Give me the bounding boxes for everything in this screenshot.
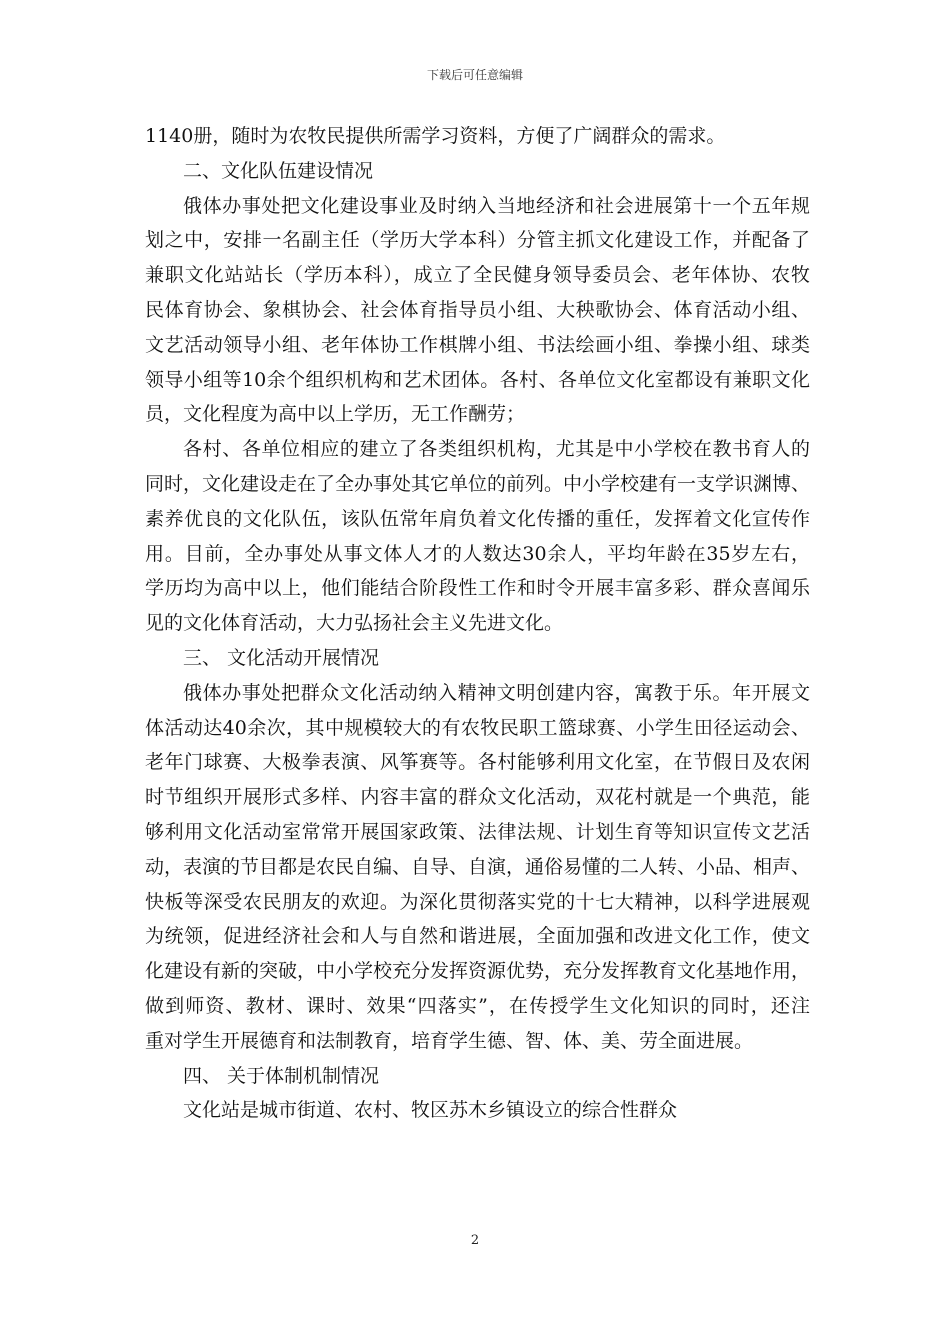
page-number: 2 [470,1233,480,1248]
text-line: 民体育协会、象棋协会、社会体育指导员小组、大秧歌协会、体育活动小组、 [145,298,810,321]
text-line: 化建设有新的突破，中小学校充分发挥资源优势，充分发挥教育文化基地作用， [145,960,811,983]
text-line: 四、 关于体制机制情况 [183,1064,380,1087]
text-line: 文化站是城市街道、农村、牧区苏木乡镇设立的综合性群众 [183,1099,678,1122]
text-line: 见的文化体育活动，大力弘扬社会主义先进文化。 [145,612,564,635]
text-line: 动，表演的节目都是农民自编、自导、自演，通俗易懂的二人转、小品、相声、 [145,855,811,878]
text-line: 1140册，随时为农牧民提供所需学习资料，方便了广阔群众的需求。 [145,125,726,147]
text-line: 素养优良的文化队伍，该队伍常年肩负着文化传播的重任，发挥着文化宣传作 [145,507,810,530]
text-line: 老年门球赛、大极拳表演、风筝赛等。各村能够利用文化室，在节假日及农闲 [145,751,810,774]
page-header: 下载后可任意编辑 [426,68,523,82]
text-line: 各村、各单位相应的建立了各类组织机构，尤其是中小学校在教书育人的 [183,438,810,461]
text-line: 学历均为高中以上，他们能结合阶段性工作和时令开展丰富多彩、群众喜闻乐 [145,577,810,600]
text-line: 够利用文化活动室常常开展国家政策、法律法规、计划生育等知识宣传文艺活 [145,820,810,843]
text-line: 领导小组等10余个组织机构和艺术团体。各村、各单位文化室都设有兼职文化 [145,368,810,391]
text-line: 时节组织开展形式多样、内容丰富的群众文化活动，双花村就是一个典范，能 [145,786,810,809]
text-line: 体活动达40余次，其中规模较大的有农牧民职工篮球赛、小学生田径运动会、 [145,716,810,739]
text-line: 兼职文化站站长（学历本科），成立了全民健身领导委员会、老年体协、农牧 [145,264,810,287]
body-text [145,119,810,1128]
text-line: 为统领，促进经济社会和人与自然和谐进展，全面加强和改进文化工作，使文 [145,925,810,948]
text-line: 俄体办事处把文化建设事业及时纳入当地经济和社会进展第十一个五年规 [183,194,810,217]
text-line: 三、 文化活动开展情况 [183,646,380,669]
text-line: 做到师资、教材、课时、效果“四落实”，在传授学生文化知识的同时，还注 [145,994,810,1017]
text-line: 重对学生开展德育和法制教育，培育学生德、智、体、美、劳全面进展。 [145,1029,754,1052]
text-line: 用。目前，全办事处从事文体人才的人数达30余人，平均年龄在35岁左右， [145,542,810,565]
text-line: 员，文化程度为高中以上学历，无工作酬劳； [145,403,526,426]
text-line: 二、文化队伍建设情况 [183,159,374,182]
text-line: 俄体办事处把群众文化活动纳入精神文明创建内容，寓教于乐。年开展文 [183,681,810,704]
text-line: 文艺活动领导小组、老年体协工作棋牌小组、书法绘画小组、拳操小组、球类 [145,333,810,356]
text-line: 同时，文化建设走在了全办事处其它单位的前列。中小学校建有一支学识渊博、 [145,472,811,495]
text-line: 快板等深受农民朋友的欢迎。为深化贯彻落实党的十七大精神，以科学进展观 [145,890,810,913]
text-line: 划之中，安排一名副主任（学历大学本科）分管主抓文化建设工作，并配备了 [145,229,810,252]
